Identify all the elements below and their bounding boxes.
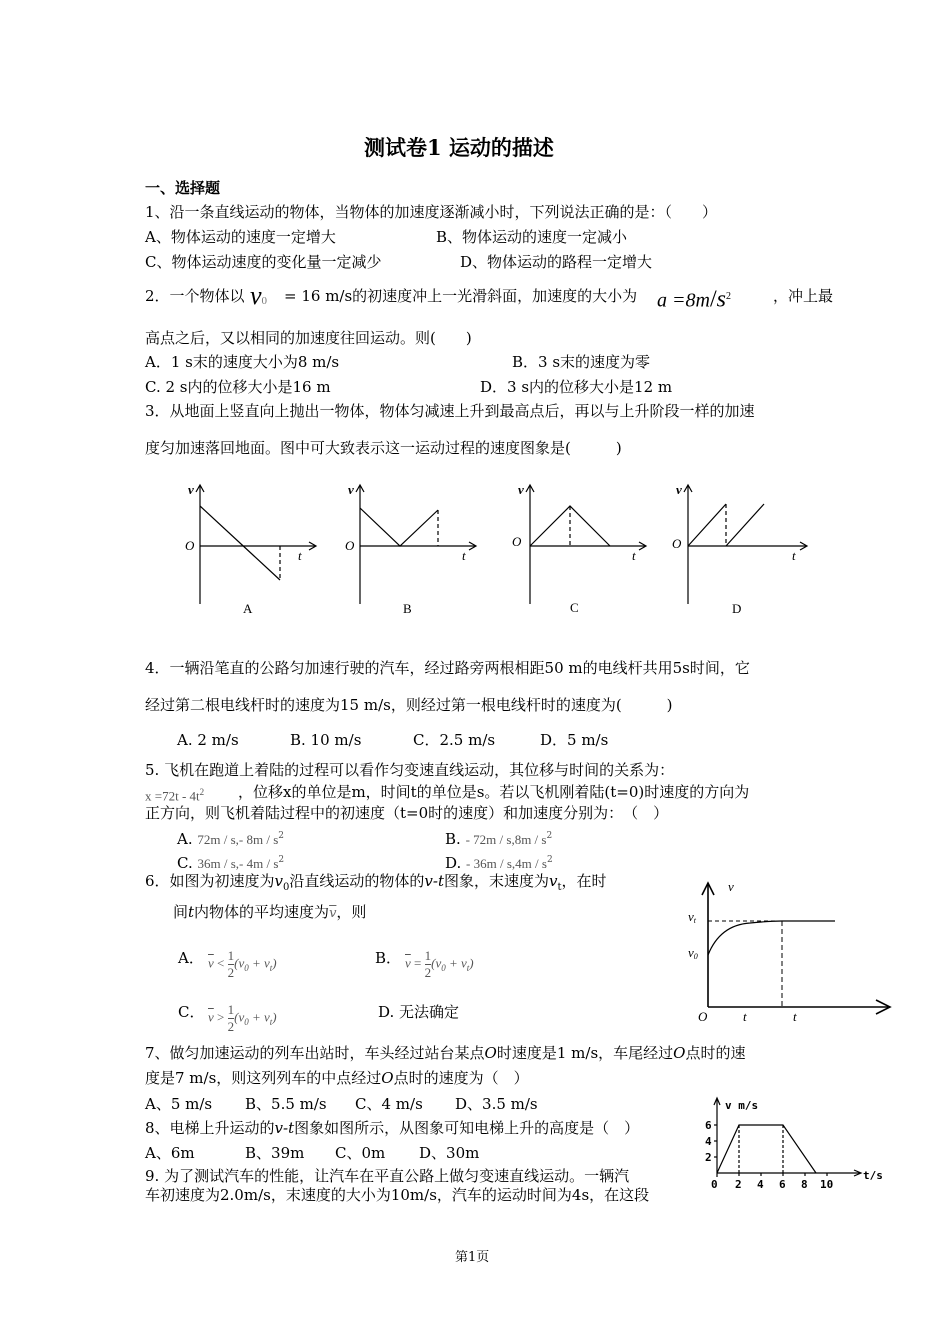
- q5-option-a: A. 72m / s,- $8m / s^2$: [177, 830, 285, 848]
- q4-option-c: C．2.5 m/s: [413, 731, 496, 749]
- q4-stem-line1: 4．一辆沿笔直的公路匀加速行驶的汽车，经过路旁两根相距50 m的电线杆共用5s时间，它: [145, 659, 750, 677]
- q8-vt-graph: [705, 1095, 900, 1195]
- svg-text:2: 2: [705, 1151, 712, 1164]
- svg-text:t: t: [793, 1009, 797, 1024]
- q3-graph-a: [180, 482, 320, 612]
- svg-text:10: 10: [820, 1178, 834, 1191]
- svg-text:O: O: [345, 538, 355, 553]
- q2-stem-line2: 高点之后，又以相同的加速度往回运动。则( ): [145, 329, 472, 347]
- svg-text:4: 4: [705, 1135, 712, 1148]
- q2-v0-symbol: v0: [250, 281, 268, 310]
- svg-text:4: 4: [757, 1178, 764, 1191]
- q2-option-c: C. 2 s内的位移大小是16 m: [145, 378, 331, 396]
- q8-option-a: A、6m: [145, 1144, 195, 1162]
- q7-stem-line2: 度是7 m/s，则这列列车的中点经过O点时的速度为（ ）: [145, 1069, 529, 1087]
- svg-text:v: v: [348, 482, 354, 497]
- svg-text:vt: vt: [688, 909, 697, 925]
- q3a-v-label: v: [188, 482, 194, 497]
- q8-option-b: B、39m: [245, 1144, 305, 1162]
- q5-option-d: D. - $36m / s,4m / s^2$: [445, 854, 553, 872]
- q6-option-b-formula: $\overline{v}$ = $\frac{1}{2}$ $(v_0 + v_t)$: [405, 948, 474, 980]
- svg-text:v: v: [676, 482, 682, 497]
- q3-graph-d: [668, 482, 813, 612]
- q4-stem-line2: 经过第二根电线杆时的速度为15 m/s，则经过第一根电线杆时的速度为( ): [145, 696, 673, 714]
- svg-text:O: O: [672, 536, 682, 551]
- svg-text:v: v: [728, 879, 734, 894]
- svg-text:v0: v0: [688, 945, 698, 961]
- svg-text:2: 2: [735, 1178, 742, 1191]
- q2-acceleration: $a =8m/s^2$: [657, 286, 731, 313]
- page-footer: 第1页: [455, 1250, 490, 1265]
- q4-option-d: D．5 m/s: [540, 731, 609, 749]
- q1-option-c: C、物体运动速度的变化量一定减少: [145, 253, 382, 271]
- q3-stem-line2: 度匀加速落回地面。图中可大致表示这一运动过程的速度图象是( ): [145, 439, 622, 457]
- q2-option-d: D．3 s内的位移大小是12 m: [480, 378, 673, 396]
- svg-text:O: O: [698, 1009, 708, 1024]
- q3-graph-c: [510, 482, 650, 612]
- q6-option-c-label: C．: [178, 1003, 205, 1021]
- q9-line1: 9. 为了测试汽车的性能，让汽车在平直公路上做匀变速直线运动。一辆汽: [145, 1167, 630, 1185]
- q2-option-b: B．3 s末的速度为零: [512, 353, 651, 371]
- q3-label-b: B: [403, 601, 412, 616]
- q7-option-b: B、5.5 m/s: [245, 1095, 327, 1113]
- q8-option-d: D、30m: [419, 1144, 480, 1162]
- svg-text:t: t: [462, 548, 466, 563]
- q3-label-d: D: [732, 601, 742, 616]
- q3-graph-b: [340, 482, 480, 612]
- q2-stem-b: = 16 m/s的初速度冲上一光滑斜面，加速度的大小为: [284, 287, 638, 305]
- svg-text:0: 0: [711, 1178, 718, 1191]
- svg-text:t: t: [743, 1009, 747, 1024]
- svg-text:t: t: [632, 548, 636, 563]
- q8-option-c: C、0m: [335, 1144, 386, 1162]
- q5-stem-line2: ，位移x的单位是m，时间t的单位是s。若以飞机刚着陆(t=0)时速度的方向为: [238, 783, 750, 801]
- q3-label-a: A: [243, 601, 253, 616]
- q2-option-a: A．1 s末的速度大小为8 m/s: [145, 353, 340, 371]
- q2-stem-c: ，冲上最: [773, 287, 834, 305]
- svg-text:O: O: [512, 534, 522, 549]
- q3-stem-line1: 3．从地面上竖直向上抛出一物体，物体匀减速上升到最高点后，再以与上升阶段一样的加速: [145, 402, 755, 420]
- q9-line2: 车初速度为2.0m/s，末速度的大小为10m/s，汽车的运动时间为4s，在这段: [145, 1186, 650, 1204]
- svg-text:t: t: [792, 548, 796, 563]
- q6-stem-line1: 6．如图为初速度为$v_0$沿直线运动的物体的v-t图象，末速度为$v_t$，在时: [145, 872, 607, 893]
- q6-option-b-label: B．: [375, 949, 402, 967]
- q6-option-a-label: A．: [178, 949, 204, 967]
- section-heading: 一、选择题: [145, 179, 221, 197]
- q6-stem-line2: 间t内物体的平均速度为$\overline{v}$，则: [173, 903, 367, 921]
- q1-option-a: A、物体运动的速度一定增大: [145, 228, 336, 246]
- page-title: 测试卷1 运动的描述: [364, 135, 554, 160]
- q7-stem-line1: 7、做匀加速运动的列车出站时，车头经过站台某点O时速度是1 m/s，车尾经过O点时的速: [145, 1044, 746, 1062]
- q5-option-c: C. 36m / s,- $4m / s^2$: [177, 854, 285, 872]
- q2-stem-a: 2．一个物体以: [145, 287, 245, 305]
- q1-option-b: B、物体运动的速度一定减小: [436, 228, 628, 246]
- svg-text:6: 6: [705, 1119, 712, 1132]
- svg-text:6: 6: [779, 1178, 786, 1191]
- q5-stem-line3: 正方向，则飞机着陆过程中的初速度（t=0时的速度）和加速度分别为： （ ）: [145, 804, 669, 822]
- q3a-o-label: O: [185, 538, 195, 553]
- svg-text:v m/s: v m/s: [725, 1099, 759, 1112]
- q6-option-c-formula: $\overline{v}$ > $\frac{1}{2}$ $(v_0 + v_t)$: [208, 1002, 277, 1034]
- q6-option-d: D. 无法确定: [378, 1003, 460, 1021]
- svg-text:8: 8: [801, 1178, 808, 1191]
- q8-stem: 8、电梯上升运动的v-t图象如图所示，从图象可知电梯上升的高度是（ ）: [145, 1119, 640, 1137]
- q7-option-d: D、3.5 m/s: [455, 1095, 538, 1113]
- q5-stem-line1: 5. 飞机在跑道上着陆的过程可以看作匀变速直线运动，其位移与时间的关系为：: [145, 761, 675, 779]
- svg-text:t/s: t/s: [863, 1169, 883, 1182]
- q7-option-a: A、5 m/s: [145, 1095, 213, 1113]
- q3-label-c: C: [570, 600, 579, 615]
- q4-option-b: B. 10 m/s: [290, 731, 362, 749]
- q4-option-a: A. 2 m/s: [177, 731, 239, 749]
- q1-stem: 1、沿一条直线运动的物体，当物体的加速度逐渐减小时，下列说法正确的是：（ ）: [145, 203, 718, 221]
- q3a-t-label: t: [298, 548, 302, 563]
- q6-option-a-formula: $\overline{v}$ < $\frac{1}{2}$ $(v_0 + v_t)$: [208, 948, 277, 980]
- q7-option-c: C、4 m/s: [355, 1095, 423, 1113]
- q5-formula: $x =72t - 4t^2$: [145, 787, 205, 804]
- q1-option-d: D、物体运动的路程一定增大: [460, 253, 653, 271]
- q5-option-b: B. - $72m / s,8m / s^2$: [445, 830, 553, 848]
- svg-text:v: v: [518, 482, 524, 497]
- q6-vt-graph: [680, 875, 895, 1025]
